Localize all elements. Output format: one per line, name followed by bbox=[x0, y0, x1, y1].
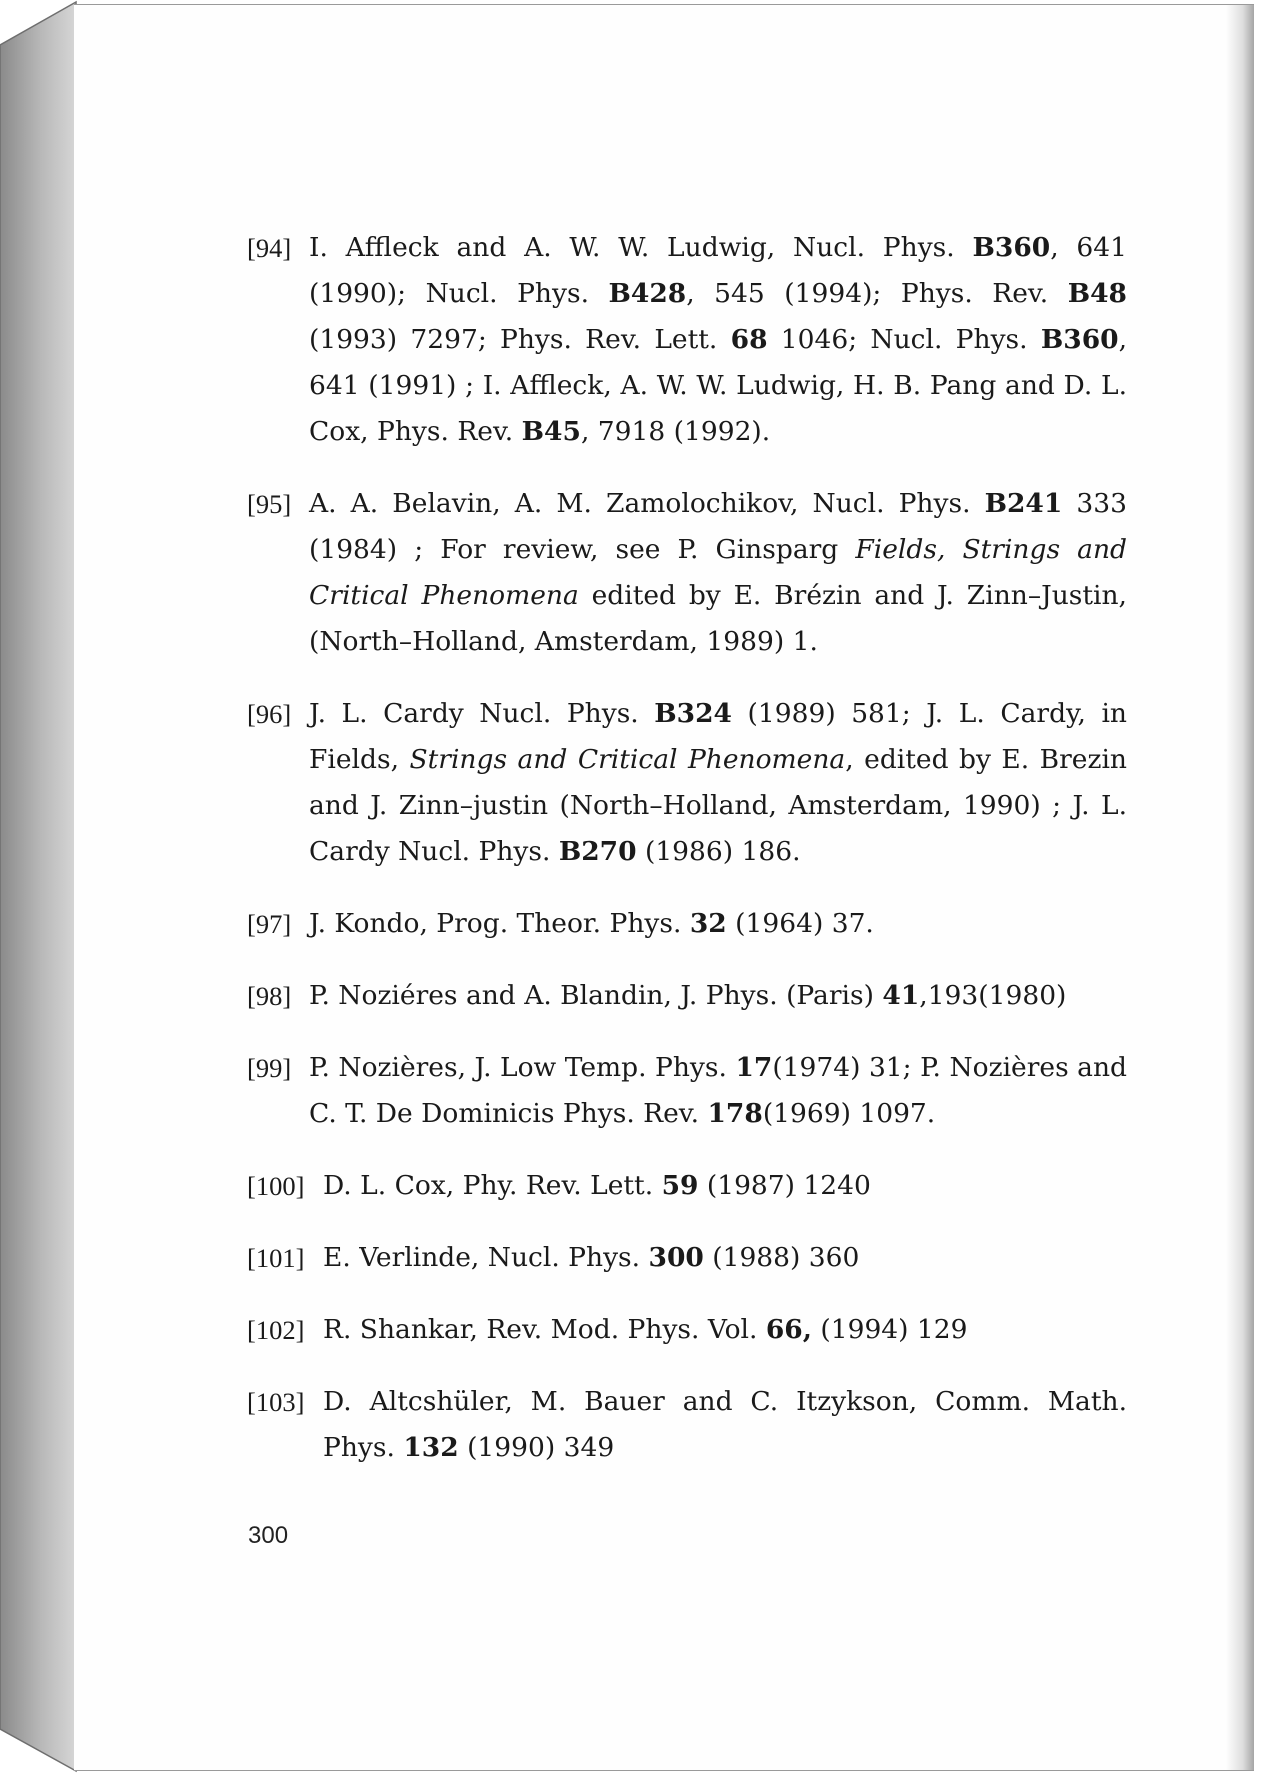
reference-segment: (1974) 31; P. Nozières and C. T. De Dominicis Phys. Rev. bbox=[309, 1052, 1128, 1129]
book-spine bbox=[0, 0, 80, 1773]
reference-volume: 32 bbox=[689, 908, 727, 939]
reference-number: [99] bbox=[247, 1053, 292, 1083]
reference-volume: 68 bbox=[730, 324, 768, 355]
reference-segment: , 641 (1991) ; I. Affleck, A. W. W. Ludwig, H. B. Pang and D. L. Cox, Phys. Rev. bbox=[309, 324, 1128, 447]
reference-number: [102] bbox=[247, 1315, 305, 1345]
reference-item bbox=[247, 225, 1127, 455]
reference-item bbox=[247, 1045, 1127, 1137]
reference-segment: (1986) 186. bbox=[636, 836, 801, 867]
reference-segment: , 7918 (1992). bbox=[580, 416, 771, 447]
reference-segment: I. Affleck and A. W. W. Ludwig, Nucl. Phys. bbox=[309, 232, 973, 263]
reference-volume: B48 bbox=[1067, 278, 1127, 309]
reference-number: [96] bbox=[247, 699, 292, 729]
reference-segment: (1988) 360 bbox=[703, 1242, 860, 1273]
reference-item bbox=[247, 1163, 1127, 1209]
reference-segment: , 545 (1994); Phys. Rev. bbox=[686, 278, 1068, 309]
reference-item bbox=[247, 691, 1127, 875]
reference-volume: B241 bbox=[984, 488, 1063, 519]
reference-volume: 59 bbox=[661, 1170, 699, 1201]
reference-text bbox=[309, 232, 1127, 447]
reference-volume: 66, bbox=[765, 1314, 812, 1345]
reference-item bbox=[247, 1235, 1127, 1281]
reference-segment: (1993) 7297; Phys. Rev. Lett. bbox=[309, 324, 731, 355]
reference-list bbox=[247, 225, 1127, 1497]
reference-segment: (1990) 349 bbox=[458, 1432, 615, 1463]
reference-segment: (1989) 581; J. L. Cardy, in Fields, bbox=[309, 698, 1127, 775]
reference-segment: (1994) 129 bbox=[811, 1314, 968, 1345]
reference-title: Fields, Strings and Critical Phenomena bbox=[309, 534, 1127, 611]
page-number: 300 bbox=[248, 1522, 289, 1549]
reference-segment: 333 (1984) ; For review, see P. Ginsparg bbox=[309, 488, 1127, 565]
reference-item bbox=[247, 1307, 1127, 1353]
reference-volume: B270 bbox=[558, 836, 637, 867]
reference-volume: 17 bbox=[735, 1052, 773, 1083]
reference-segment: ,193(1980) bbox=[919, 980, 1067, 1011]
reference-number: [94] bbox=[247, 233, 292, 263]
reference-text bbox=[309, 698, 1127, 867]
reference-segment: R. Shankar, Rev. Mod. Phys. Vol. bbox=[323, 1314, 766, 1345]
reference-text bbox=[247, 1235, 1127, 1281]
reference-segment: D. Altcshüler, M. Bauer and C. Itzykson, Comm. Math. Phys. bbox=[323, 1386, 1127, 1463]
reference-segment: D. L. Cox, Phy. Rev. Lett. bbox=[323, 1170, 662, 1201]
reference-segment: (1964) 37. bbox=[726, 908, 874, 939]
reference-segment: , edited by E. Brezin and J. Zinn–justin (North–Holland, Amsterdam, 1990) ; J. L. Cardy Nucl. Phys. bbox=[309, 744, 1127, 867]
reference-text bbox=[309, 1052, 1127, 1129]
reference-volume: 41 bbox=[882, 980, 920, 1011]
reference-volume: 300 bbox=[648, 1242, 704, 1273]
reference-number: [98] bbox=[247, 981, 292, 1011]
reference-volume: B360 bbox=[972, 232, 1051, 263]
reference-item bbox=[247, 973, 1127, 1019]
reference-segment: P. Noziéres and A. Blandin, J. Phys. (Paris) bbox=[309, 980, 883, 1011]
reference-text bbox=[247, 1163, 1127, 1209]
reference-volume: 178 bbox=[707, 1098, 763, 1129]
reference-text bbox=[309, 908, 874, 939]
reference-text bbox=[247, 1307, 1127, 1353]
reference-segment: J. Kondo, Prog. Theor. Phys. bbox=[309, 908, 690, 939]
reference-segment: , 641 (1990); Nucl. Phys. bbox=[309, 232, 1127, 309]
reference-segment: P. Nozières, J. Low Temp. Phys. bbox=[309, 1052, 736, 1083]
reference-item bbox=[247, 1379, 1127, 1471]
reference-number: [100] bbox=[247, 1171, 305, 1201]
reference-item bbox=[247, 901, 1127, 947]
reference-number: [97] bbox=[247, 909, 292, 939]
reference-title: Strings and Critical Phenomena bbox=[409, 744, 846, 775]
reference-number: [95] bbox=[247, 489, 292, 519]
reference-volume: 132 bbox=[403, 1432, 459, 1463]
reference-text bbox=[309, 980, 1066, 1011]
reference-text bbox=[247, 1379, 1127, 1471]
reference-volume: B360 bbox=[1040, 324, 1119, 355]
reference-segment: (1969) 1097. bbox=[762, 1098, 936, 1129]
reference-number: [101] bbox=[247, 1243, 305, 1273]
reference-segment: A. A. Belavin, A. M. Zamolochikov, Nucl. Phys. bbox=[309, 488, 985, 519]
reference-segment: 1046; Nucl. Phys. bbox=[767, 324, 1041, 355]
reference-number: [103] bbox=[247, 1387, 305, 1417]
reference-segment: (1987) 1240 bbox=[698, 1170, 871, 1201]
reference-segment: J. L. Cardy Nucl. Phys. bbox=[309, 698, 655, 729]
reference-volume: B324 bbox=[654, 698, 732, 729]
reference-text bbox=[309, 488, 1127, 657]
reference-segment: edited by E. Brézin and J. Zinn–Justin, (North–Holland, Amsterdam, 1989) 1. bbox=[309, 580, 1127, 657]
reference-segment: E. Verlinde, Nucl. Phys. bbox=[323, 1242, 649, 1273]
reference-volume: B428 bbox=[608, 278, 687, 309]
page-edge-shadow bbox=[1226, 5, 1254, 1770]
reference-volume: B45 bbox=[521, 416, 581, 447]
reference-item bbox=[247, 481, 1127, 665]
